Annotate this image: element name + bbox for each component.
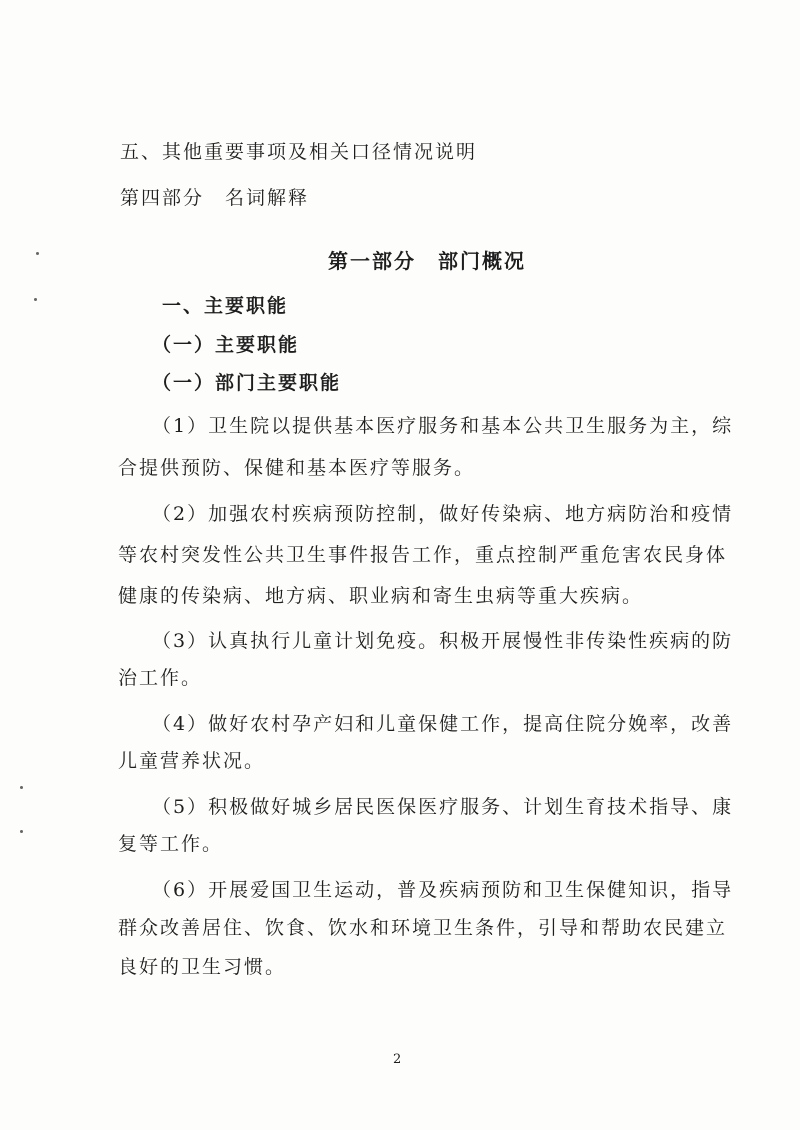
scan-speck: [20, 830, 23, 833]
scan-speck: [34, 298, 37, 301]
duty-5-line-1: （5）积极做好城乡居民医保医疗服务、计划生育技术指导、康: [152, 796, 734, 818]
duty-1-line-2: 合提供预防、保健和基本医疗等服务。: [118, 457, 476, 479]
duty-1-line-1: （1）卫生院以提供基本医疗服务和基本公共卫生服务为主，综: [152, 415, 734, 437]
duty-4-line-1: （4）做好农村孕产妇和儿童保健工作，提高住院分娩率，改善: [152, 713, 734, 735]
duty-3-line-2: 治工作。: [118, 667, 203, 689]
page-number: 2: [393, 1052, 402, 1067]
duty-2-line-1: （2）加强农村疾病预防控制，做好传染病、地方病防治和疫情: [152, 503, 734, 525]
subsection-heading-dept: （一）部门主要职能: [152, 372, 342, 394]
duty-2-line-3: 健康的传染病、地方病、职业病和寄生虫病等重大疾病。: [118, 585, 644, 607]
part-title: 第一部分 部门概况: [328, 249, 526, 273]
duty-3-line-1: （3）认真执行儿童计划免疫。积极开展慢性非传染性疾病的防: [152, 630, 734, 652]
toc-part-4: 第四部分 名词解释: [120, 187, 310, 209]
subsection-heading: （一）主要职能: [152, 334, 300, 356]
scan-speck: [20, 786, 23, 789]
duty-6-line-2: 群众改善居住、饮食、饮水和环境卫生条件，引导和帮助农民建立: [118, 917, 728, 939]
duty-2-line-2: 等农村突发性公共卫生事件报告工作，重点控制严重危害农民身体: [118, 544, 728, 566]
duty-6-line-3: 良好的卫生习惯。: [118, 956, 287, 978]
duty-6-line-1: （6）开展爱国卫生运动，普及疾病预防和卫生保健知识，指导: [152, 879, 734, 901]
duty-4-line-2: 儿童营养状况。: [118, 750, 266, 772]
scan-speck: [36, 252, 39, 255]
toc-item-5: 五、其他重要事项及相关口径情况说明: [120, 141, 478, 163]
section-heading: 一、主要职能: [162, 295, 289, 317]
duty-5-line-2: 复等工作。: [118, 833, 224, 855]
